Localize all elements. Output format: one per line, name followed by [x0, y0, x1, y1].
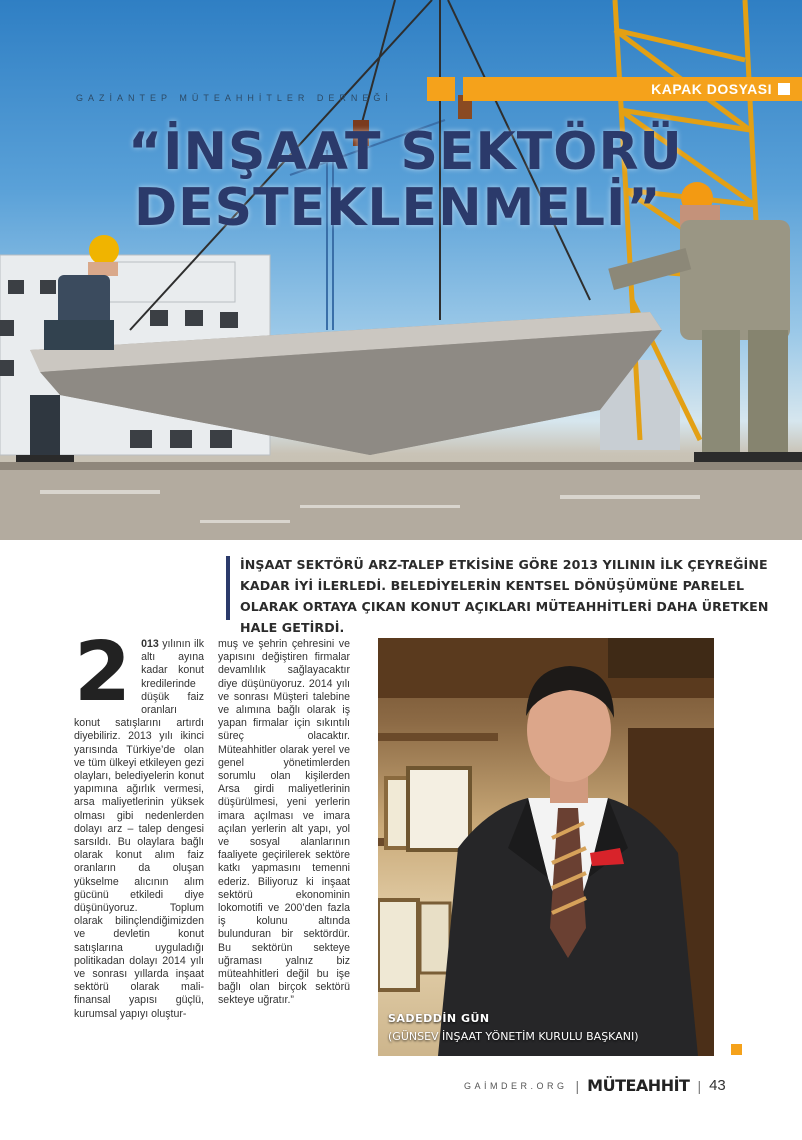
hero-photo — [0, 0, 802, 540]
drop-cap-continuation: 013 — [141, 638, 159, 650]
headline-line-1: “İNŞAAT SEKTÖRÜ — [128, 122, 683, 182]
photo-caption — [388, 1010, 639, 1046]
section-label: KAPAK DOSYASI — [651, 81, 772, 97]
association-name: GAZİANTEP MÜTEAHHİTLER DERNEĞİ — [76, 93, 393, 103]
body-column-1 — [74, 625, 204, 1021]
footer-separator: | — [575, 1077, 580, 1094]
body-text-2: muş ve şehrin çehresini ve yapısını değiştiren firmalar devamlılık sağlayacaktır diye düşünüyoruz. 2014 yılı ve sonrası Müşteri talebine ve alımına bağlı olarak iş yapan firmalar için sıkıntılı süreç olacaktır. Müteahhitler olarak yerel ve genel yönetimlerden sorumlu olan kişilerden Arsa girdi maliyetlerinin düşürülmesi, yeni yerlerin imara açılması ve imara açılan yerlerin alt yapı, yol ve sosyal alanlarının faaliyete geçirilerek sektöre katkı yapmasını temenni ederiz. Biliyoruz ki inşaat sektörü ekonominin lokomotifi ve 200’den fazla iş kolunu altında bulunduran bir sektördür. Bu sektörün sekteye uğraması yalnız biz müteahhitleri değil bu işe bağlı olan birçok sektörü sekteye uğratır.” — [218, 638, 350, 1007]
drop-cap: 2 — [74, 625, 132, 720]
portrait-photo — [378, 638, 714, 1056]
website-text: GAİMDER.ORG — [464, 1080, 568, 1091]
portrait-illustration — [378, 638, 714, 1056]
accent-square — [731, 1044, 742, 1055]
body-column-2 — [218, 638, 350, 1008]
headline — [128, 122, 683, 238]
section-banner — [463, 77, 802, 101]
lead-accent-bar — [226, 556, 230, 620]
page-number: 43 — [709, 1077, 726, 1094]
square-icon — [778, 83, 790, 95]
magazine-brand: MÜTEAHHİT — [587, 1076, 690, 1095]
accent-block — [427, 77, 455, 101]
body-text-1: yılının ilk altı ayına kadar konut kredilerinde düşük faiz oranları konut satışlarını artırdı diyebiliriz. 2013 yılı ikinci yarısında Türkiye’de olan ve tüm ülkeyi etkileyen gezi olayları, belediyelerin konut yapımına ağırlık vermesi, arsa maliyetlerinin yüksek olması gibi nedenlerden dolayı arz – talep dengesi sarsıldı. Bu olaylara bağlı olarak konut alım faiz oranların da oluşan yükselme alıcının alım gücünü etkiledi diye düşünüyoruz. Toplum olarak bilinçlendiğimizden ve devletin konut satışlarına uyguladığı politikadan dolayı 2014 yılı ve sonrası yıllarda inşaat sektörü olarak mali- finansal yapısı güçlü, kurumsal yapıyı oluştur- — [74, 638, 204, 1020]
footer-separator-2: | — [697, 1077, 702, 1094]
headline-line-2: DESTEKLENMELİ” — [134, 178, 662, 238]
lead-paragraph: İNŞAAT SEKTÖRÜ ARZ-TALEP ETKİSİNE GÖRE 2013 YILININ İLK ÇEYREĞİNE KADAR İYİ İLERLEDİ. BELEDİYELERİN KENTSEL DÖNÜŞÜMÜNE PARELEL OLARAK ORTAYA ÇIKAN KONUT AÇIKLARI MÜTEAHHİTLERİ DAHA ÜRETKEN HALE GETİRDİ. — [240, 557, 769, 635]
caption-title: (GÜNSEV İNŞAAT YÖNETİM KURULU BAŞKANI) — [388, 1030, 639, 1043]
page-footer — [464, 1076, 726, 1095]
caption-name: SADEDDİN GÜN — [388, 1012, 490, 1025]
